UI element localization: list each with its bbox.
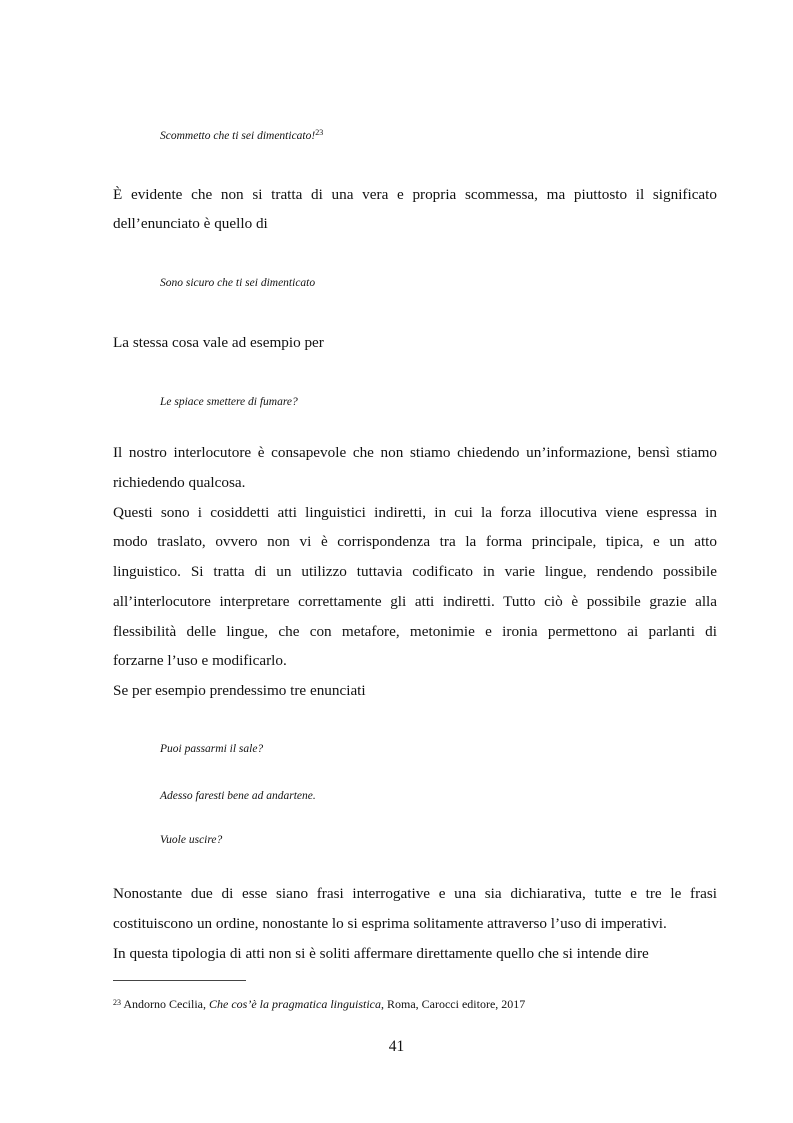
body-line: Questi sono i cosiddetti atti linguistici indiretti, in cui la forza illocutiva viene espressa in bbox=[113, 504, 717, 521]
example-sentence-6: Vuole uscire? bbox=[160, 834, 223, 846]
footnote-separator bbox=[113, 980, 246, 981]
body-line: flessibilità delle lingue, che con metafore, metonimie e ironia permettono ai parlanti di bbox=[113, 623, 717, 640]
body-line: Il nostro interlocutore è consapevole che non stiamo chiedendo un’informazione, bensì stiamo bbox=[113, 444, 717, 461]
body-line: costituiscono un ordine, nonostante lo si esprima solitamente attraverso l’uso di imperativi. bbox=[113, 915, 667, 932]
body-line: Nonostante due di esse siano frasi interrogative e una sia dichiarativa, tutte e tre le frasi bbox=[113, 885, 717, 902]
body-line: È evidente che non si tratta di una vera e propria scommessa, ma piuttosto il significato bbox=[113, 186, 717, 203]
body-line: linguistico. Si tratta di un utilizzo tuttavia codificato in varie lingue, rendendo possibile bbox=[113, 563, 717, 580]
example-sentence-3: Le spiace smettere di fumare? bbox=[160, 396, 298, 408]
footnote-title: Che cos’è la pragmatica linguistica bbox=[209, 997, 381, 1011]
page-number: 41 bbox=[388, 1038, 405, 1055]
example-sentence-2: Sono sicuro che ti sei dimenticato bbox=[160, 277, 316, 289]
body-line: all’interlocutore interpretare correttamente gli atti indiretti. Tutto ciò è possibile grazie alla bbox=[113, 593, 717, 610]
body-line: modo traslato, ovvero non vi è corrispondenza tra la forma principale, tipica, e un atto bbox=[113, 533, 717, 550]
footnote-publication: , Roma, Carocci editore, 2017 bbox=[380, 997, 526, 1011]
example-sentence-5: Adesso faresti bene ad andartene. bbox=[160, 790, 316, 802]
footnote-number: 23 bbox=[113, 998, 121, 1007]
body-line: In questa tipologia di atti non si è soliti affermare direttamente quello che si intende dire bbox=[113, 945, 649, 962]
footnote-reference: 23 bbox=[315, 128, 324, 137]
body-line: dell’enunciato è quello di bbox=[113, 215, 268, 232]
example-sentence-1 bbox=[160, 128, 323, 142]
example-text: Scommetto che ti sei dimenticato! bbox=[160, 130, 316, 142]
body-line: richiedendo qualcosa. bbox=[113, 474, 246, 491]
body-line: La stessa cosa vale ad esempio per bbox=[113, 334, 324, 351]
footnote-author: Andorno Cecilia, bbox=[123, 997, 209, 1011]
example-sentence-4: Puoi passarmi il sale? bbox=[160, 743, 264, 755]
body-line: Se per esempio prendessimo tre enunciati bbox=[113, 682, 366, 699]
body-line: forzarne l’uso e modificarlo. bbox=[113, 652, 287, 669]
footnote bbox=[113, 997, 525, 1012]
